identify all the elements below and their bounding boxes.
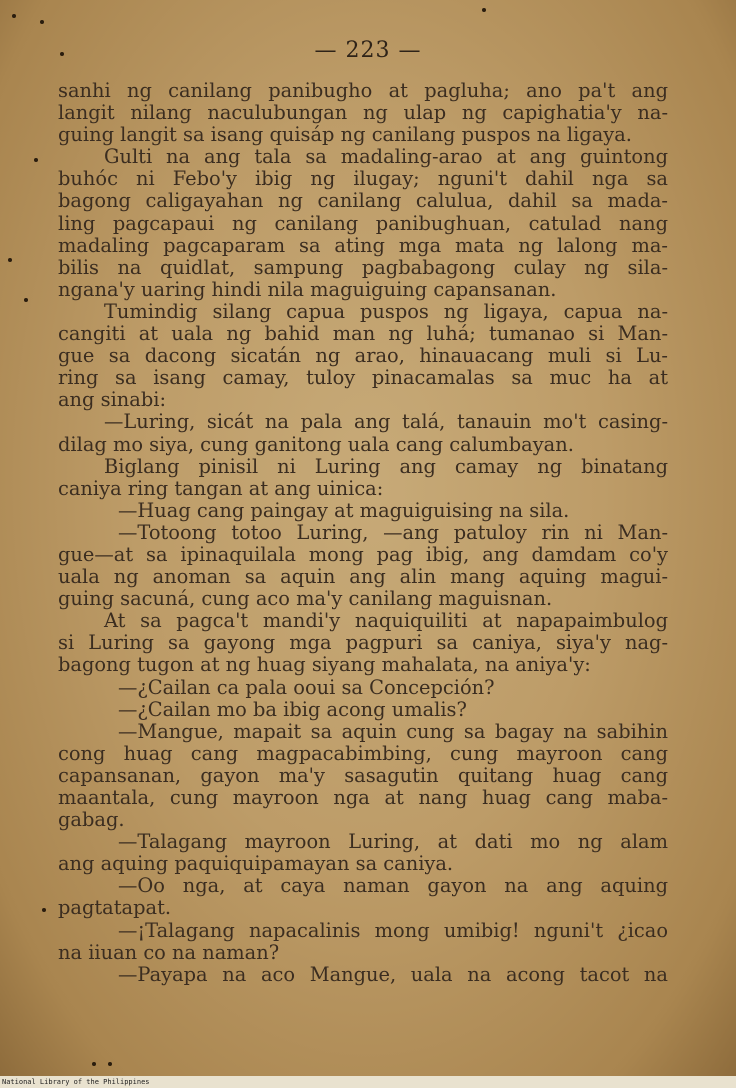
text-line: madaling pagcaparam sa ating mga mata ng lalong ma- [58,233,668,257]
ink-speck [34,158,38,162]
text-line: At sa pagca't mandi'y naquiquiliti at napapaimbulog [104,609,668,633]
text-line: si Luring sa gayong mga pagpuri sa caniya, siya'y nag- [58,631,668,655]
text-line: —Mangue, mapait sa aquin cung sa bagay na sabihin [118,719,668,743]
text-line: Tumindig silang capua puspos ng ligaya, capua na- [104,299,668,323]
text-line: —¿Cailan ca pala ooui sa Concepción? [118,675,495,699]
text-line: cong huag cang magpacabimbing, cung mayroon cang [58,741,668,765]
text-line: —¿Cailan mo ba ibig acong umalis? [118,697,467,721]
ink-speck [12,14,16,18]
text-line: dilag mo siya, cung ganitong uala cang calumbayan. [58,432,574,456]
text-line: guing sacuná, cung aco ma'y canilang maguisnan. [58,587,553,611]
footer-credit: National Library of the Philippines [2,1078,150,1086]
text-line: maantala, cung mayroon nga at nang huag cang maba- [58,786,668,809]
ink-speck [24,298,28,302]
text-line: guing langit sa isang quisáp ng canilang puspos na ligaya. [58,123,632,147]
text-line: cangiti at uala ng bahid man ng luhá; tumanao si Man- [58,322,668,346]
text-line: —Payapa na aco Mangue, uala na acong tacot na [118,962,668,986]
text-line: Gulti na ang tala sa madaling-arao at ang guintong [104,145,668,169]
ink-speck [92,1062,96,1066]
text-line: —Luring, sicát na pala ang talá, tanauin mo't casing- [104,410,668,434]
text-line: gue—at sa ipinaquilala mong pag ibig, ang damdam co'y [58,542,668,566]
text-line: langit nilang naculubungan ng ulap ng capighatia'y na- [58,101,668,125]
text-line: gue sa dacong sicatán ng arao, hinauacang muli si Lu- [58,344,668,368]
text-line: ring sa isang camay, tuloy pinacamalas sa muc ha at [58,366,668,390]
ink-speck [482,8,486,12]
ink-speck [108,1062,112,1066]
text-line: ling pagcapaui ng canilang panibughuan, catulad nang [58,211,668,235]
page-number: — 223 — [314,38,422,63]
body-text [58,80,668,986]
ink-speck [40,20,44,24]
text-line: ang sinabi: [58,388,166,412]
text-line: bagong tugon at ng huag siyang mahalata, na aniya'y: [58,653,591,677]
text-line: sanhi ng canilang panibugho at pagluha; ano pa't ang [58,79,668,102]
text-line: uala ng anoman sa aquin ang alin mang aquing magui- [58,565,668,589]
text-line: caniya ring tangan at ang uinica: [58,476,384,500]
text-line: Biglang pinisil ni Luring ang camay ng binatang [104,454,668,478]
text-line: buhóc ni Febo'y ibig ng ilugay; nguni't dahil nga sa [58,167,668,191]
text-line: bagong caligayahan ng canilang calulua, dahil sa mada- [58,189,668,213]
ink-speck [8,258,12,262]
text-line: —¡Talagang napacalinis mong umibig! nguni't ¿icao [118,918,668,942]
text-line: —Oo nga, at caya naman gayon na ang aquing [118,874,668,898]
ink-speck [42,908,46,912]
text-line: gabag. [58,808,125,832]
text-line: capansanan, gayon ma'y sasagutin quitang huag cang [58,763,668,787]
text-line: —Totoong totoo Luring, —ang patuloy rin ni Man- [118,520,668,544]
text-line: pagtatapat. [58,896,172,920]
text-line: bilis na quidlat, sampung pagbabagong culay ng sila- [58,255,668,279]
text-line: ngana'y uaring hindi nila maguiguing capansanan. [58,277,557,301]
text-line: —Talagang mayroon Luring, at dati mo ng alam [118,830,668,854]
text-line: —Huag cang paingay at maguiguising na sila. [118,498,570,522]
text-line: ang aquing paquiquipamayan sa caniya. [58,852,454,876]
text-line: na iiuan co na naman? [58,940,280,964]
